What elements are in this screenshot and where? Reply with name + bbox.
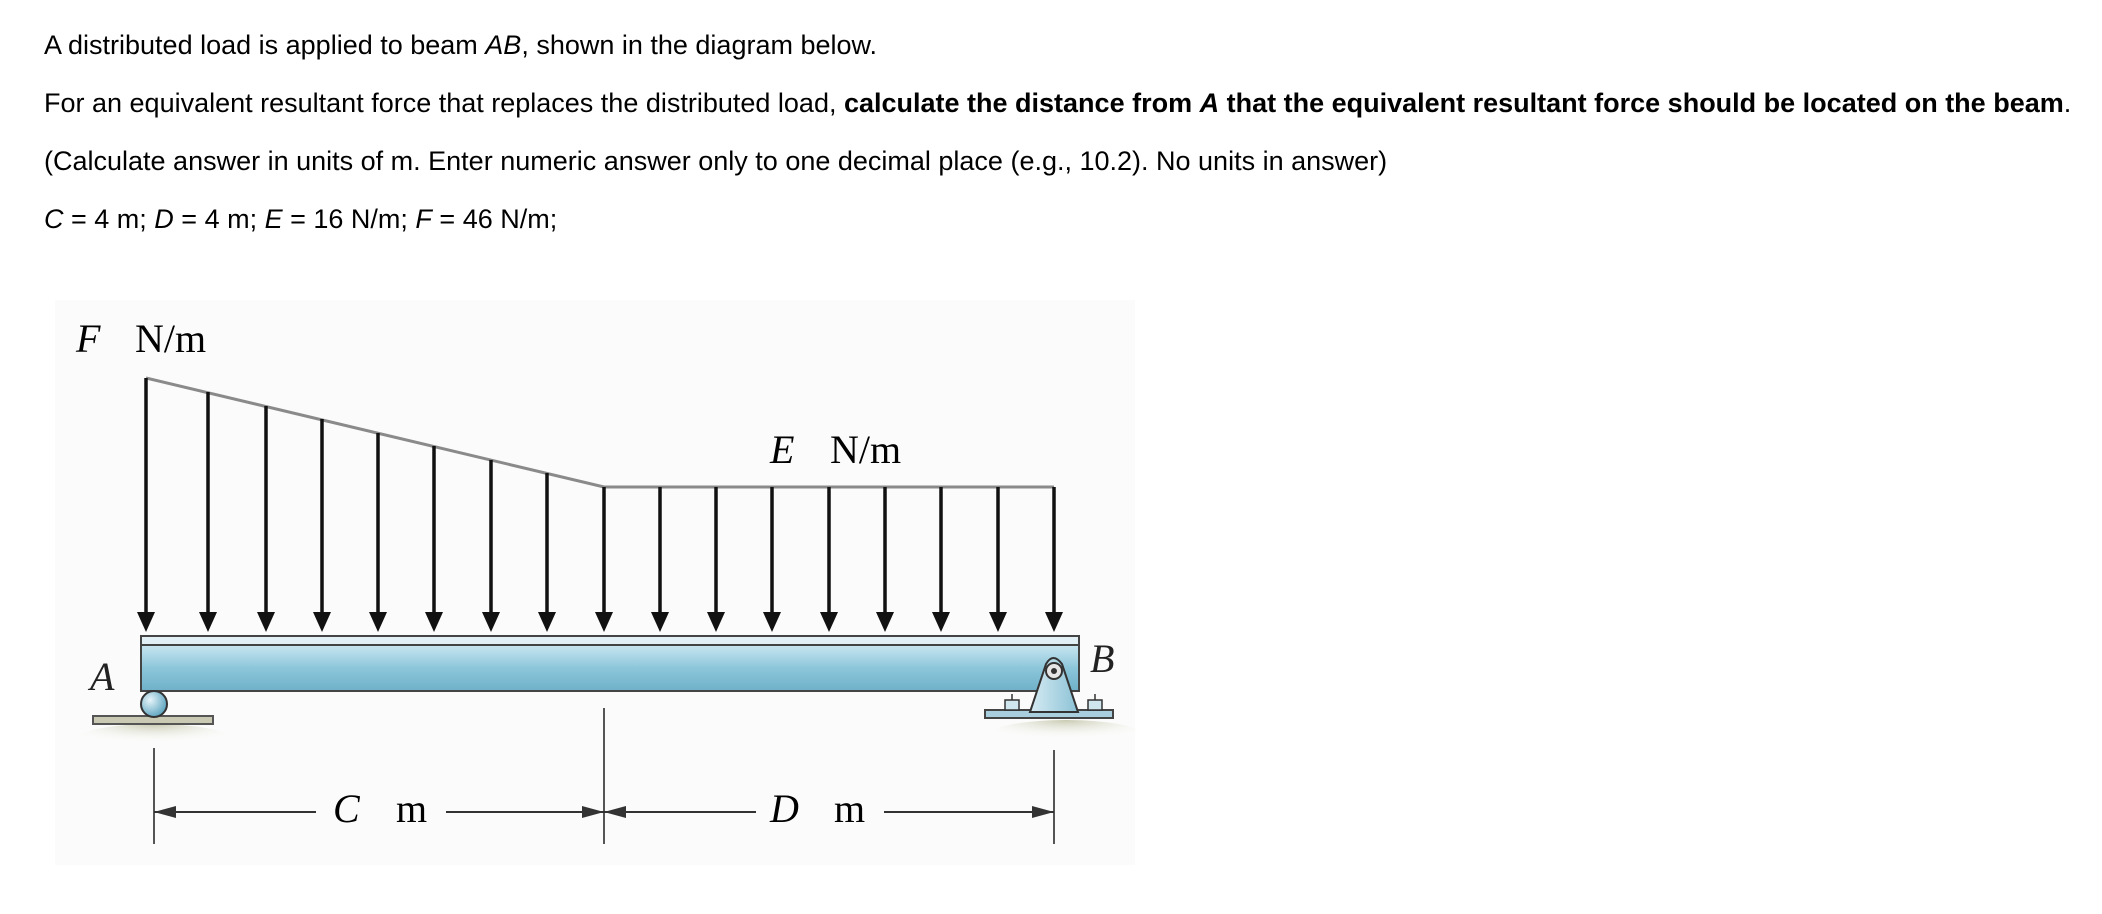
- load-right-var: E: [770, 427, 795, 472]
- line1-post: , shown in the diagram below.: [521, 30, 878, 60]
- point-a-label: A: [90, 654, 115, 699]
- load-right-unit: N/m: [830, 427, 902, 472]
- val-c: = 4 m;: [63, 204, 155, 234]
- line2-bold-b: that the equivalent resultant force should be located on the beam: [1219, 88, 2064, 118]
- dim-c-unit: m: [396, 786, 428, 831]
- line2-bold-a: calculate the distance from: [843, 88, 1200, 118]
- figure-background: [55, 300, 1135, 865]
- dim-d-var: D: [770, 786, 799, 831]
- val-f: = 46 N/m;: [431, 204, 558, 234]
- beam-body: [141, 645, 1079, 691]
- dim-d-unit: m: [834, 786, 866, 831]
- line2-bold-var: A: [1199, 88, 1220, 118]
- line1-pre: A distributed load is applied to beam: [44, 30, 486, 60]
- var-f: F: [415, 204, 432, 234]
- load-left-unit: N/m: [135, 316, 207, 361]
- val-d: = 4 m;: [173, 204, 265, 234]
- beam-ab-label: AB: [485, 30, 522, 60]
- var-d: D: [154, 204, 174, 234]
- load-left-var: F: [76, 316, 101, 361]
- line2-post: .: [2063, 88, 2072, 118]
- roller-a: [141, 691, 167, 717]
- var-e: E: [264, 204, 283, 234]
- var-c: C: [44, 204, 64, 234]
- val-e: = 16 N/m;: [282, 204, 416, 234]
- line2-pre: For an equivalent resultant force that replaces the distributed load,: [44, 88, 844, 118]
- dim-c-var: C: [333, 786, 360, 831]
- beam-top-flange: [141, 636, 1079, 645]
- ground-b: [991, 720, 1141, 748]
- question-line-3: (Calculate answer in units of m. Enter numeric answer only to one decimal place (e.g., 10.2). No units in answer): [44, 146, 1388, 176]
- point-b-label: B: [1090, 636, 1115, 681]
- pin-b-center: [1051, 668, 1057, 674]
- ground-a: [79, 724, 229, 752]
